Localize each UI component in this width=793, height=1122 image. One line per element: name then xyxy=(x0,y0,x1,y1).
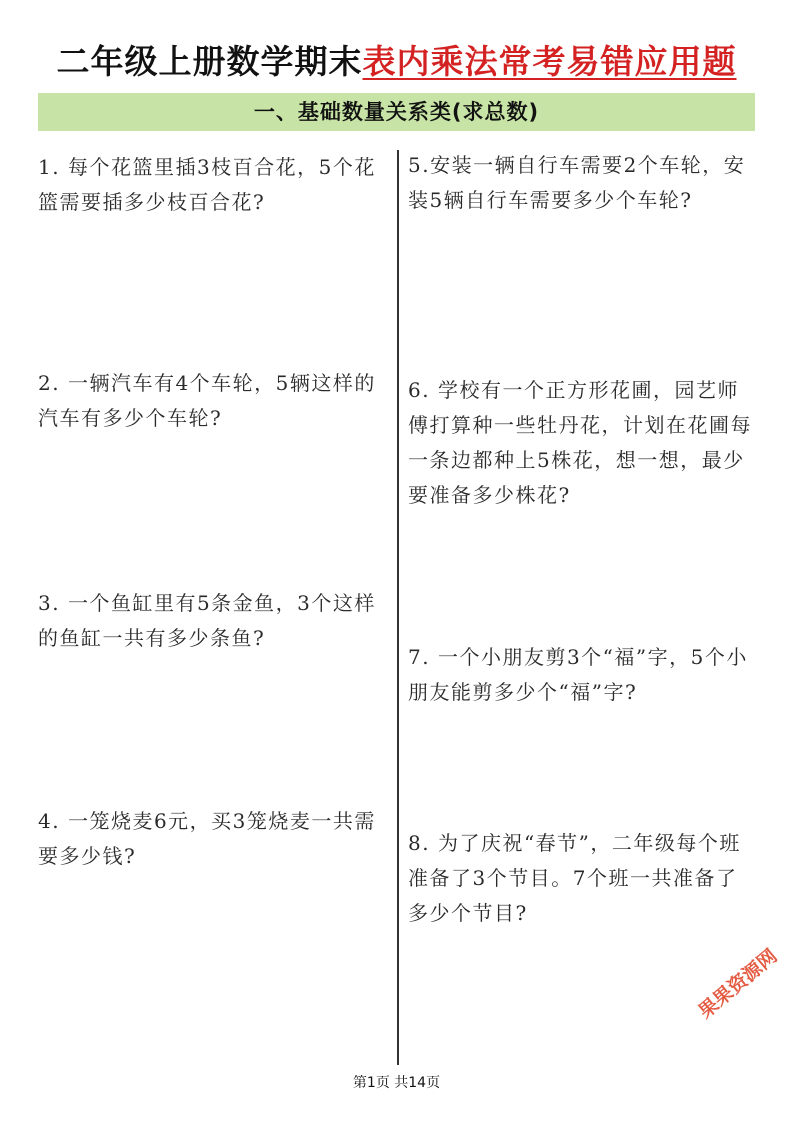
question-4: 4. 一笼烧麦6元，买3笼烧麦一共需要多少钱? xyxy=(38,809,376,868)
section-heading: 一、基础数量关系类(求总数) xyxy=(38,93,755,131)
question-2: 2. 一辆汽车有4个车轮，5辆这样的汽车有多少个车轮? xyxy=(38,371,376,430)
question-6: 6. 学校有一个正方形花圃，园艺师傅打算种一些牡丹花，计划在花圃每一条边都种上5株花，想一想，最少要准备多少株花? xyxy=(408,378,752,507)
column-divider xyxy=(397,150,399,1065)
page-title xyxy=(0,36,793,83)
watermark: 果果资源网 xyxy=(694,944,782,1023)
question-1: 1. 每个花篮里插3枝百合花，5个花篮需要插多少枝百合花? xyxy=(38,155,376,214)
question-8: 8. 为了庆祝“春节”，二年级每个班准备了3个节目。7个班一共准备了多少个节目? xyxy=(408,831,741,925)
title-topic-part: 表内乘法常考易错应用题 xyxy=(362,42,737,81)
question-3: 3. 一个鱼缸里有5条金鱼，3个这样的鱼缸一共有多少条鱼? xyxy=(38,591,376,650)
page-number: 第1页 共14页 xyxy=(352,1075,441,1091)
question-5: 5.安装一辆自行车需要2个车轮，安装5辆自行车需要多少个车轮? xyxy=(408,153,746,212)
question-7: 7. 一个小朋友剪3个“福”字，5个小朋友能剪多少个“福”字? xyxy=(408,645,748,704)
title-grade-part: 二年级上册数学期末 xyxy=(56,42,363,81)
